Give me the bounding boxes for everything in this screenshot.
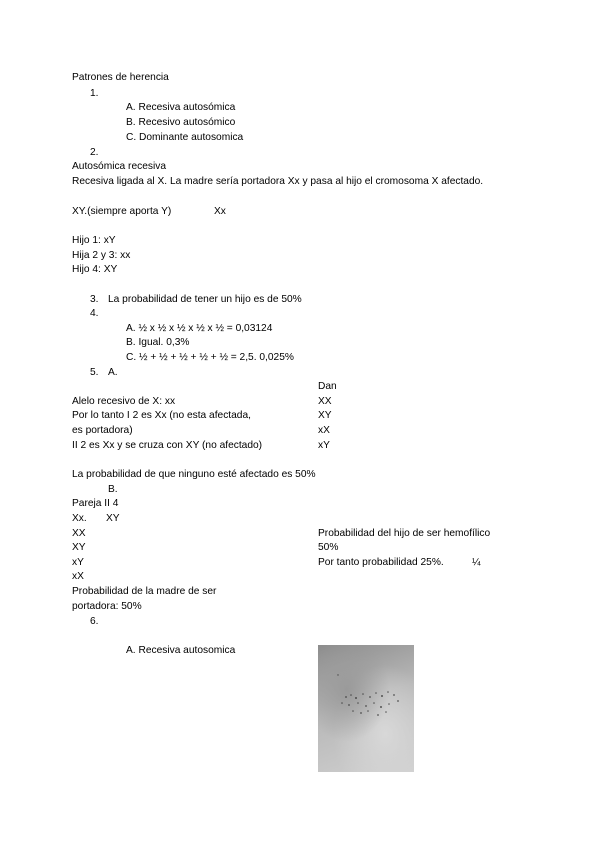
q5-por-tanto: Por tanto probabilidad 25%. bbox=[318, 557, 444, 568]
q5-prob-hijo: Probabilidad del hijo de ser hemofílico bbox=[318, 528, 491, 539]
q5-left4: II 2 es Xx y se cruza con XY (no afectado) bbox=[72, 440, 263, 451]
q4-option-c: C. ½ + ½ + ½ + ½ + ½ = 2,5. 0,025% bbox=[126, 352, 294, 363]
q5-prob-hijo-value: 50% bbox=[318, 542, 339, 553]
q5-right3: xX bbox=[318, 425, 330, 436]
q3-number: 3. bbox=[90, 294, 99, 305]
q5-right2: XY bbox=[318, 410, 332, 421]
q5-right1: XX bbox=[318, 396, 332, 407]
q1-option-a: A. Recesiva autosómica bbox=[126, 102, 236, 113]
q4-number: 4. bbox=[90, 308, 99, 319]
handwritten-notes-photo bbox=[318, 645, 414, 772]
q5-col1: XX bbox=[72, 528, 86, 539]
q1-option-c: C. Dominante autosomica bbox=[126, 132, 244, 143]
q2-xy-right: Xx bbox=[214, 206, 226, 217]
q4-option-a: A. ½ x ½ x ½ x ½ x ½ = 0,03124 bbox=[126, 323, 273, 334]
q2-hijo4: Hijo 4: XY bbox=[72, 264, 118, 275]
q5-part-a: A. bbox=[108, 367, 118, 378]
q5-col3: xY bbox=[72, 557, 84, 568]
q5-prob-madre-2: portadora: 50% bbox=[72, 601, 142, 612]
q5-prob-madre-1: Probabilidad de la madre de ser bbox=[72, 586, 217, 597]
document-title: Patrones de herencia bbox=[72, 72, 169, 83]
q6-number: 6. bbox=[90, 616, 99, 627]
q5-left1: Alelo recesivo de X: xx bbox=[72, 396, 176, 407]
q5-left3: es portadora) bbox=[72, 425, 133, 436]
q2-xy-left: XY.(siempre aporta Y) bbox=[72, 206, 172, 217]
q4-option-b: B. Igual. 0,3% bbox=[126, 337, 190, 348]
q5-xy-right: XY bbox=[106, 513, 120, 524]
q5-pareja: Pareja II 4 bbox=[72, 498, 119, 509]
q5-col4: xX bbox=[72, 571, 84, 582]
q5-xx-left: Xx. bbox=[72, 513, 87, 524]
q2-hijo1: Hijo 1: xY bbox=[72, 235, 116, 246]
q2-hija23: Hija 2 y 3: xx bbox=[72, 250, 131, 261]
q5-right4: xY bbox=[318, 440, 330, 451]
q2-line1: Autosómica recesiva bbox=[72, 161, 166, 172]
q5-quarter: ¼ bbox=[472, 557, 481, 568]
q5-number: 5. bbox=[90, 367, 99, 378]
q6-option-a: A. Recesiva autosomica bbox=[126, 645, 236, 656]
q3-text: La probabilidad de tener un hijo es de 50% bbox=[108, 294, 302, 305]
q2-line2: Recesiva ligada al X. La madre sería portadora Xx y pasa al hijo el cromosoma X afectado. bbox=[72, 176, 484, 187]
q5-conclusion: La probabilidad de que ninguno esté afectado es 50% bbox=[72, 469, 316, 480]
photo-ink-marks bbox=[318, 645, 414, 772]
q1-option-b: B. Recesivo autosómico bbox=[126, 117, 236, 128]
q5-dan-label: Dan bbox=[318, 381, 337, 392]
q1-number: 1. bbox=[90, 88, 99, 99]
q2-number: 2. bbox=[90, 147, 99, 158]
q5-part-b: B. bbox=[108, 484, 118, 495]
q5-col2: XY bbox=[72, 542, 86, 553]
q5-left2: Por lo tanto I 2 es Xx (no esta afectada, bbox=[72, 410, 251, 421]
